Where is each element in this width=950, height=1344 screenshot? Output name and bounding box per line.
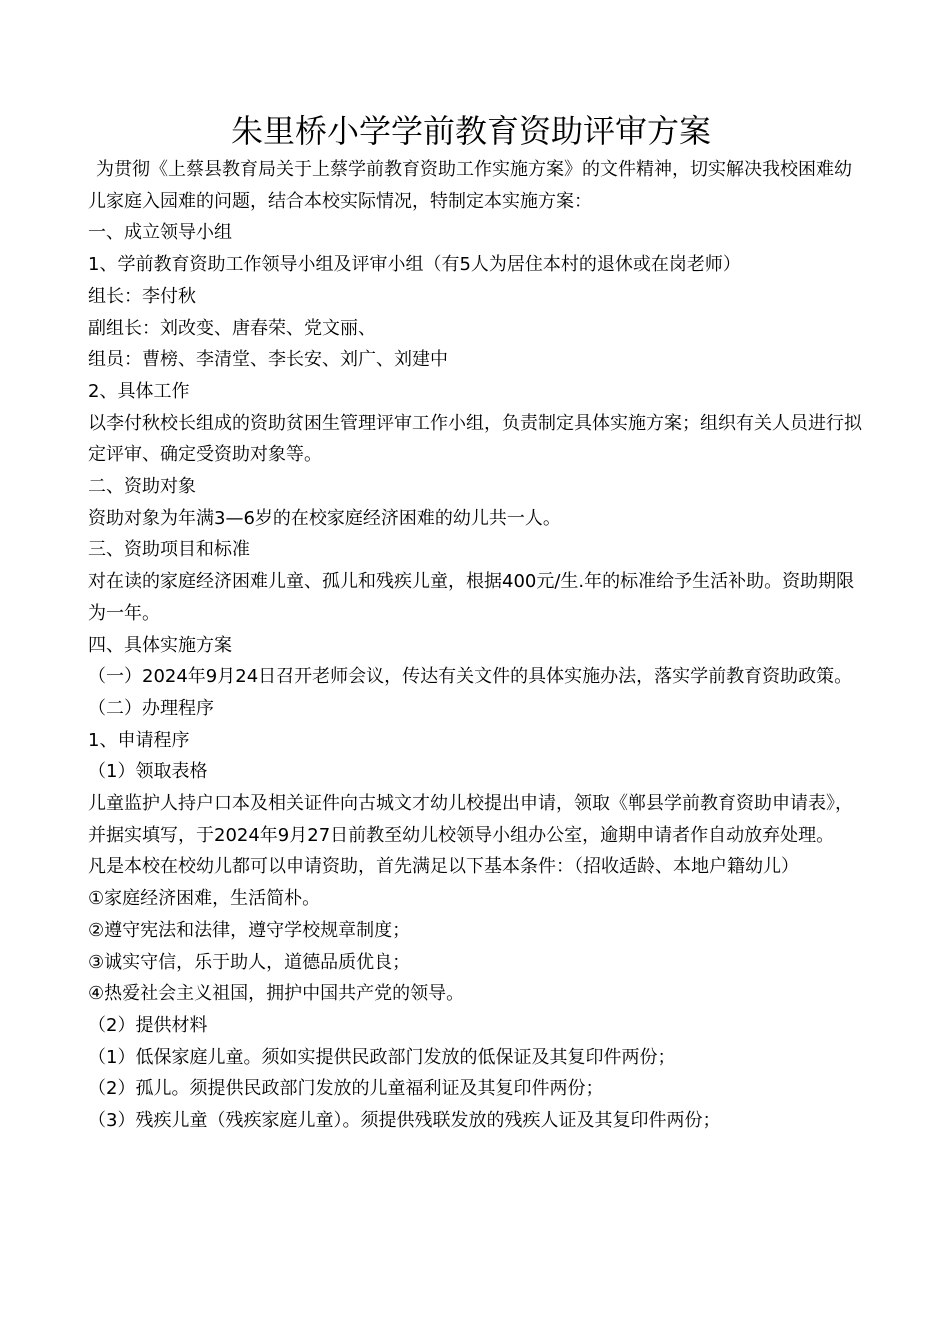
subsection-heading: 1、申请程序 <box>88 729 190 751</box>
subsection-heading: （1）领取表格 <box>88 761 208 783</box>
section-heading-2: 二、资助对象 <box>88 476 196 498</box>
body-paragraph: 资助对象为年满3—6岁的在校家庭经济困难的幼儿共一人。 <box>88 507 561 529</box>
document-title: 朱里桥小学学前教育资助评审方案 <box>230 112 711 150</box>
list-item: ③诚实守信，乐于助人，道德品质优良； <box>88 951 411 973</box>
list-item: （2）孤儿。须提供民政部门发放的儿童福利证及其复印件两份； <box>88 1078 604 1100</box>
subsection-heading: （2）提供材料 <box>88 1014 208 1036</box>
section-heading-3: 三、资助项目和标准 <box>88 539 250 561</box>
members-line: 组员：曹榜、李清堂、李长安、刘广、刘建中 <box>88 349 448 371</box>
section-heading-1: 一、成立领导小组 <box>88 222 232 244</box>
deputy-leader-line: 副组长：刘改变、唐春荣、党文丽、 <box>88 317 376 339</box>
intro-paragraph: 为贯彻《上蔡县教育局关于上蔡学前教育资助工作实施方案》的文件精神，切实解决我校困难幼儿家庭入园难的问题，结合本校实际情况，特制定本实施方案： <box>88 159 852 212</box>
leader-line: 组长：李付秋 <box>88 285 196 307</box>
body-paragraph: 对在读的家庭经济困难儿童、孤儿和残疾儿童，根据400元/生.年的标准给予生活补助。资助期限为一年。 <box>88 571 855 624</box>
body-paragraph: 凡是本校在校幼儿都可以申请资助，首先满足以下基本条件：（招收适龄、本地户籍幼儿） <box>88 856 799 878</box>
body-paragraph: 儿童监护人持户口本及相关证件向古城文才幼儿校提出申请，领取《郸县学前教育资助申请表》，并据实填写，于2024年9月27日前教至幼儿校领导小组办公室，逾期申请者作自动放弃处理。 <box>88 793 853 846</box>
body-paragraph: （一）2024年9月24日召开老师会议，传达有关文件的具体实施办法，落实学前教育资助政策。 <box>88 666 853 688</box>
section-heading-4: 四、具体实施方案 <box>88 634 232 656</box>
list-item: ①家庭经济困难，生活简朴。 <box>88 888 321 910</box>
list-item: ④热爱社会主义祖国，拥护中国共产党的领导。 <box>88 983 465 1005</box>
document-body <box>88 154 868 1137</box>
subsection-heading: （二）办理程序 <box>88 697 214 719</box>
subsection-heading: 1、学前教育资助工作领导小组及评审小组（有5人为居住本村的退休或在岗老师） <box>88 254 741 276</box>
subsection-heading: 2、具体工作 <box>88 380 190 402</box>
document-page <box>88 108 868 1137</box>
body-paragraph: 以李付秋校长组成的资助贫困生管理评审工作小组，负责制定具体实施方案；组织有关人员进行拟定评审、确定受资助对象等。 <box>88 412 862 466</box>
list-item: （3）残疾儿童（残疾家庭儿童）。须提供残联发放的残疾人证及其复印件两份； <box>88 1110 721 1132</box>
list-item: ②遵守宪法和法律，遵守学校规章制度； <box>88 919 411 941</box>
list-item: （1）低保家庭儿童。须如实提供民政部门发放的低保证及其复印件两份； <box>88 1046 676 1068</box>
